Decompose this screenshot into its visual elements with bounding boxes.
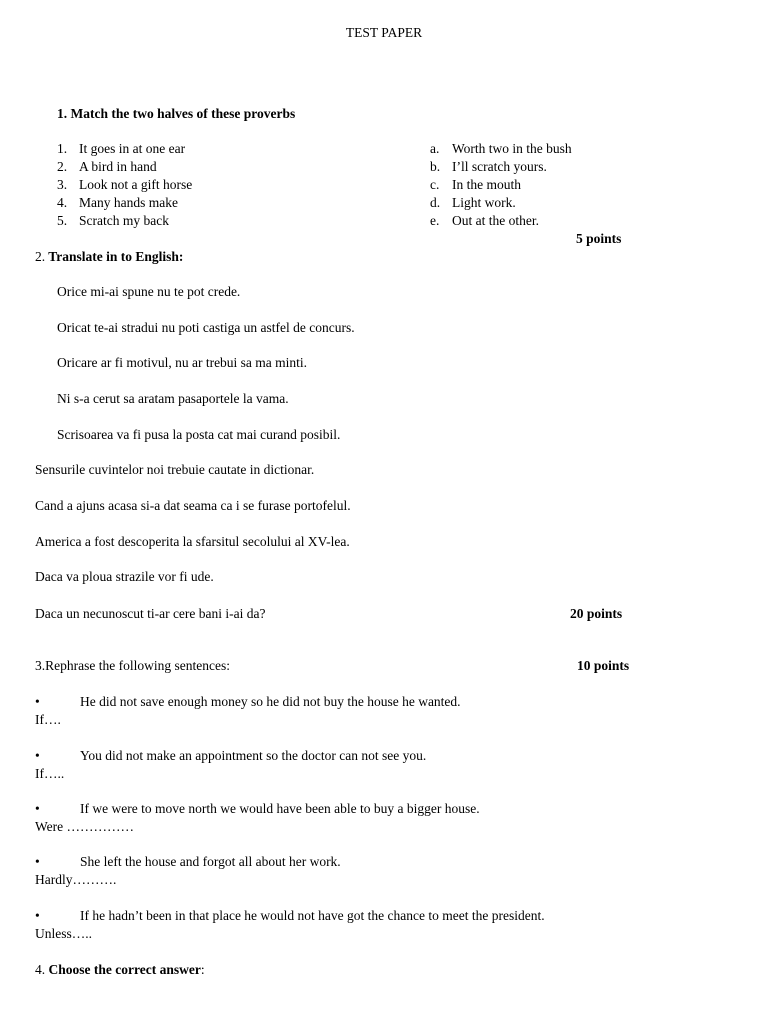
section4-colon: :	[200, 962, 205, 977]
section1-number: 1.	[57, 106, 68, 121]
section2-points: 20 points	[570, 606, 623, 621]
rephrase-item	[35, 908, 545, 942]
page-title: TEST PAPER	[345, 25, 423, 40]
proverb-right-item: b. I’ll scratch yours.	[430, 159, 547, 174]
section2-heading	[35, 249, 183, 265]
rephrase-start: If….	[35, 712, 61, 727]
rephrase-item	[35, 801, 480, 835]
bullet: •	[35, 908, 40, 923]
translate-sentence: Scrisoarea va fi pusa la posta cat mai curand posibil.	[57, 427, 341, 442]
section1-heading	[57, 106, 295, 122]
translate-sentence: Cand a ajuns acasa si-a dat seama ca i se furase portofelul.	[35, 498, 351, 513]
proverb-left-item: 1. It goes in at one ear	[57, 141, 186, 156]
rephrase-start: Were ……………	[35, 819, 135, 834]
proverb-right-item: d. Light work.	[430, 195, 516, 210]
rephrase-sentence: He did not save enough money so he did not buy the house he wanted.	[80, 694, 461, 709]
rephrase-item	[35, 748, 426, 782]
section2-heading-text: Translate in to English:	[45, 249, 184, 264]
proverb-first-halves	[57, 141, 192, 231]
translate-sentence: Orice mi-ai spune nu te pot crede.	[57, 284, 241, 299]
proverb-second-halves	[430, 141, 572, 231]
section4-heading-text: Choose the correct answer	[48, 962, 201, 977]
section3-heading: 3.Rephrase the following sentences:	[35, 658, 230, 673]
rephrase-item	[35, 694, 461, 728]
rephrase-item	[35, 854, 341, 888]
translate-sentence: Daca va ploua strazile vor fi ude.	[35, 569, 214, 584]
section2-number: 2.	[35, 249, 46, 264]
translate-sentence: Oricat te-ai stradui nu poti castiga un astfel de concurs.	[57, 320, 355, 335]
section3-points: 10 points	[577, 658, 630, 673]
bullet: •	[35, 748, 40, 763]
bullet: •	[35, 854, 40, 869]
proverb-left-item: 2. A bird in hand	[57, 159, 157, 174]
section1-points: 5 points	[576, 231, 622, 246]
section1-heading-text: Match the two halves of these proverbs	[70, 106, 296, 121]
bullet: •	[35, 801, 40, 816]
rephrase-start: If…..	[35, 766, 65, 781]
section4-number: 4.	[35, 962, 49, 977]
translate-sentence: Oricare ar fi motivul, nu ar trebui sa ma minti.	[57, 355, 308, 370]
proverb-left-item: 3. Look not a gift horse	[57, 177, 193, 192]
translate-sentence: Sensurile cuvintelor noi trebuie cautate in dictionar.	[35, 462, 315, 477]
rephrase-sentence: If he hadn’t been in that place he would not have got the chance to meet the president.	[80, 908, 545, 923]
proverb-right-item: c. In the mouth	[430, 177, 521, 192]
translate-sentence: America a fost descoperita la sfarsitul secolului al XV-lea.	[35, 534, 350, 549]
rephrase-sentence: She left the house and forgot all about her work.	[80, 854, 341, 869]
rephrase-start: Hardly……….	[35, 872, 117, 887]
proverb-left-item: 5. Scratch my back	[57, 213, 169, 228]
translate-sentence: Daca un necunoscut ti-ar cere bani i-ai da?	[35, 606, 266, 621]
bullet: •	[35, 694, 40, 709]
proverb-right-item: a. Worth two in the bush	[430, 141, 572, 156]
rephrase-sentence: If we were to move north we would have been able to buy a bigger house.	[80, 801, 480, 816]
proverb-right-item: e. Out at the other.	[430, 213, 539, 228]
rephrase-start: Unless…..	[35, 926, 92, 941]
proverb-left-item: 4. Many hands make	[57, 195, 178, 210]
rephrase-sentence: You did not make an appointment so the doctor can not see you.	[80, 748, 427, 763]
section4-heading	[35, 962, 205, 978]
translate-sentence: Ni s-a cerut sa aratam pasaportele la vama.	[57, 391, 289, 406]
